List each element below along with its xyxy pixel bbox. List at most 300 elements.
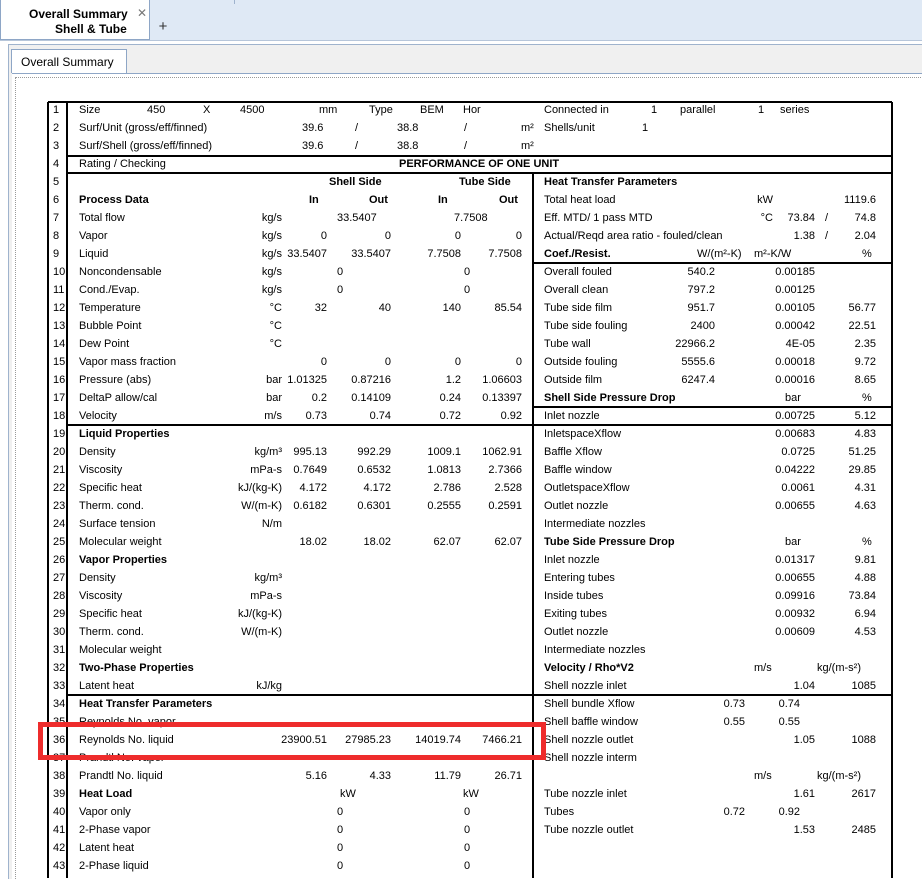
shell-value: 0 <box>337 860 344 872</box>
resist-value: 0.00655 <box>775 500 815 512</box>
left-row-label: Vapor Properties <box>79 554 168 566</box>
shells-unit-value: 1 <box>642 122 649 134</box>
header-unit-1: W/(m²-K) <box>697 248 742 260</box>
right-row-label: Outlet nozzle <box>544 500 609 512</box>
resist-value: 0.00042 <box>775 320 815 332</box>
series-label: series <box>780 104 810 116</box>
resist-value: 0.0725 <box>781 446 815 458</box>
right-row-label: Entering tubes <box>544 572 615 584</box>
shell-in-value: 32 <box>314 302 327 314</box>
shell-out-value: 27985.23 <box>345 734 391 746</box>
percent-value: 2.35 <box>854 338 876 350</box>
resist-value: 0.00655 <box>775 572 815 584</box>
tube-value: 7.7508 <box>454 212 488 224</box>
row-number: 19 <box>53 428 66 440</box>
shell-out-value: 33.5407 <box>351 248 391 260</box>
percent-value: 4.83 <box>854 428 876 440</box>
highlight-box <box>38 722 546 760</box>
shell-out-value: 0.14109 <box>351 392 391 404</box>
left-row-unit: kg/m³ <box>254 446 282 458</box>
right-unit: °C <box>760 212 773 224</box>
size-value-2: 4500 <box>240 104 265 116</box>
document-tab-strip <box>0 0 922 41</box>
right-row-label: Tube nozzle outlet <box>544 824 634 836</box>
resist-value: 1.04 <box>793 680 815 692</box>
percent-value: 9.72 <box>854 356 876 368</box>
row-number: 21 <box>53 464 66 476</box>
parallel-count: 1 <box>651 104 658 116</box>
row-number: 23 <box>53 500 66 512</box>
right-row-label: Tube Side Pressure Drop <box>544 536 675 548</box>
resist-value: 0.00125 <box>775 284 815 296</box>
shell-out-heading: Out <box>369 194 388 206</box>
row-number: 42 <box>53 842 66 854</box>
tab-title-line1: Overall Summary <box>29 7 128 21</box>
resist-value: 0.00725 <box>775 410 815 422</box>
tube-out-value: 0.2591 <box>488 500 522 512</box>
percent-value: 22.51 <box>848 320 876 332</box>
resist-value: 0.00609 <box>775 626 815 638</box>
right-row-label: Coef./Resist. <box>544 248 611 260</box>
row-number: 17 <box>53 392 66 404</box>
left-row-unit: mPa-s <box>250 590 282 602</box>
tube-in-value: 1.0813 <box>427 464 461 476</box>
shell-value: 0 <box>337 806 344 818</box>
shell-out-value: 0 <box>384 230 391 242</box>
right-row-label: Baffle window <box>544 464 612 476</box>
tube-in-value: 1.2 <box>445 374 461 386</box>
shell-out-value: 0.6532 <box>357 464 391 476</box>
row-number: 3 <box>53 140 60 152</box>
left-row-unit: °C <box>269 302 282 314</box>
row-number: 8 <box>53 230 60 242</box>
left-row-label: Two-Phase Properties <box>79 662 194 674</box>
left-row-unit: kg/s <box>261 212 282 224</box>
left-row-label: Temperature <box>79 302 141 314</box>
percent-value: 73.84 <box>848 590 876 602</box>
left-row-label: Total flow <box>79 212 125 224</box>
row-number: 35 <box>53 716 66 728</box>
header-unit-3: % <box>862 536 872 548</box>
row-number: 25 <box>53 536 66 548</box>
resist-value: 0.00932 <box>775 608 815 620</box>
left-row-unit: W/(m-K) <box>241 500 282 512</box>
percent-value: 74.8 <box>854 212 876 224</box>
left-row-unit: m/s <box>264 410 282 422</box>
left-row-unit: °C <box>269 320 282 332</box>
left-row-label: Vapor only <box>79 806 131 818</box>
shell-out-value: 40 <box>378 302 391 314</box>
surf-unit-label: Surf/Unit (gross/eff/finned) <box>79 122 208 134</box>
right-row-label: Shell nozzle inlet <box>544 680 627 692</box>
tube-in-value: 1009.1 <box>427 446 461 458</box>
tab-overall-summary-shell-tube[interactable] <box>0 0 150 40</box>
row-number: 38 <box>53 770 66 782</box>
left-row-unit: kJ/(kg-K) <box>238 608 282 620</box>
shell-out-value: 0 <box>384 356 391 368</box>
surf-unit-sep1: / <box>355 122 359 134</box>
surf-shell-unit: m² <box>521 140 534 152</box>
right-row-label: Tube nozzle inlet <box>544 788 627 800</box>
right-row-label: Shell nozzle outlet <box>544 734 634 746</box>
right-separator: / <box>825 230 829 242</box>
left-row-label: Pressure (abs) <box>79 374 152 386</box>
tube-value: kW <box>463 788 479 800</box>
tube-in-value: 62.07 <box>433 536 461 548</box>
percent-value: 8.65 <box>854 374 876 386</box>
velocity-value-1: 0.55 <box>723 716 745 728</box>
plus-icon[interactable]: + <box>158 18 168 35</box>
row-number: 1 <box>53 104 60 116</box>
close-icon[interactable]: ✕ <box>137 6 148 20</box>
right-row-label: Shell bundle Xflow <box>544 698 635 710</box>
percent-value: 1088 <box>851 734 876 746</box>
tube-value: 0 <box>464 860 471 872</box>
percent-value: 1119.6 <box>843 194 876 206</box>
rating-label: Rating / Checking <box>79 158 166 170</box>
row-number: 13 <box>53 320 66 332</box>
left-row-label: Vapor mass fraction <box>79 356 177 368</box>
header-unit-2: m/s <box>754 770 772 782</box>
tube-in-heading: In <box>438 194 448 206</box>
row-number: 32 <box>53 662 66 674</box>
resist-value: 0.00105 <box>775 302 815 314</box>
right-row-label: Tube side film <box>544 302 613 314</box>
percent-value: 29.85 <box>848 464 876 476</box>
shell-value: 0 <box>337 842 344 854</box>
velocity-value-2: 0.92 <box>778 806 800 818</box>
tab-overall-summary[interactable]: Overall Summary <box>11 49 127 73</box>
coef-value: 22966.2 <box>675 338 715 350</box>
tube-out-value: 26.71 <box>494 770 522 782</box>
right-row-label: Intermediate nozzles <box>544 644 646 656</box>
header-unit-3: % <box>862 392 872 404</box>
left-row-label: Prandtl No. vapor <box>79 752 165 764</box>
shell-in-value: 33.5407 <box>287 248 327 260</box>
row-number: 10 <box>53 266 66 278</box>
left-row-label: 2-Phase liquid <box>79 860 149 872</box>
right-row-label: Shell baffle window <box>544 716 638 728</box>
header-unit-2: m/s <box>754 662 772 674</box>
row-number: 22 <box>53 482 66 494</box>
row-number: 41 <box>53 824 66 836</box>
row-number: 27 <box>53 572 66 584</box>
left-row-label: Surface tension <box>79 518 156 530</box>
shells-unit-label: Shells/unit <box>544 122 595 134</box>
coef-value: 2400 <box>690 320 715 332</box>
tube-in-value: 0.2555 <box>427 500 461 512</box>
resist-value: 0.04222 <box>775 464 815 476</box>
shell-out-value: 4.172 <box>363 482 391 494</box>
shell-in-value: 0.7649 <box>293 464 327 476</box>
percent-value: 1085 <box>851 680 876 692</box>
shell-value: 33.5407 <box>337 212 377 224</box>
tube-value: 0 <box>464 284 471 296</box>
left-row-unit: mPa-s <box>250 464 282 476</box>
right-row-label: Actual/Reqd area ratio - fouled/clean <box>544 230 723 242</box>
velocity-value-1: 0.73 <box>723 698 745 710</box>
shell-value: kW <box>340 788 356 800</box>
velocity-value-2: 0.55 <box>778 716 800 728</box>
shell-value: 0 <box>337 824 344 836</box>
tube-out-value: 0 <box>515 356 522 368</box>
row-number: 31 <box>53 644 66 656</box>
surf-shell-eff: 38.8 <box>397 140 419 152</box>
percent-value: 6.94 <box>854 608 876 620</box>
size-value-1: 450 <box>147 104 166 116</box>
row-number: 18 <box>53 410 66 422</box>
shell-in-heading: In <box>309 194 319 206</box>
percent-value: 4.53 <box>854 626 876 638</box>
left-row-unit: kg/m³ <box>254 572 282 584</box>
left-row-unit: kg/s <box>261 230 282 242</box>
left-row-label: Therm. cond. <box>79 500 144 512</box>
row-number: 34 <box>53 698 66 710</box>
tube-out-value: 7.7508 <box>488 248 522 260</box>
shell-in-value: 0.6182 <box>293 500 327 512</box>
tube-in-value: 14019.74 <box>415 734 461 746</box>
right-row-label: Exiting tubes <box>544 608 607 620</box>
surf-shell-label: Surf/Shell (gross/eff/finned) <box>79 140 213 152</box>
resist-value: 0.01317 <box>775 554 815 566</box>
percent-value: 4.63 <box>854 500 876 512</box>
surf-unit-sep2: / <box>464 122 468 134</box>
left-row-label: Molecular weight <box>79 644 162 656</box>
row-number: 33 <box>53 680 66 692</box>
row-number: 39 <box>53 788 66 800</box>
row-number: 11 <box>53 284 65 296</box>
tube-in-value: 2.786 <box>433 482 461 494</box>
right-row-label: Baffle Xflow <box>544 446 602 458</box>
resist-value: 0.09916 <box>775 590 815 602</box>
left-row-label: Density <box>79 446 116 458</box>
tube-in-value: 0.24 <box>439 392 461 404</box>
left-row-label: 2-Phase vapor <box>79 824 151 836</box>
tube-out-value: 7466.21 <box>482 734 522 746</box>
right-row-label: Intermediate nozzles <box>544 518 646 530</box>
shell-out-value: 0.6301 <box>357 500 391 512</box>
percent-value: 2.04 <box>854 230 876 242</box>
right-row-label: Outside fouling <box>544 356 618 368</box>
tube-value: 0 <box>464 824 471 836</box>
size-label: Size <box>79 104 101 116</box>
resist-value: 1.53 <box>793 824 815 836</box>
row-number: 2 <box>53 122 60 134</box>
shell-in-value: 995.13 <box>293 446 327 458</box>
left-row-label: Reynolds No. liquid <box>79 734 174 746</box>
process-data-heading: Process Data <box>79 194 149 206</box>
surf-shell-sep2: / <box>464 140 468 152</box>
tube-in-value: 140 <box>442 302 461 314</box>
right-row-label: OutletspaceXflow <box>544 482 630 494</box>
header-unit-2: bar <box>785 536 801 548</box>
left-row-unit: kg/s <box>261 248 282 260</box>
header-unit-3: kg/(m-s²) <box>817 662 861 674</box>
shell-in-value: 0.2 <box>311 392 327 404</box>
tube-out-value: 0 <box>515 230 522 242</box>
resist-value: 0.00185 <box>775 266 815 278</box>
percent-value: 56.77 <box>848 302 876 314</box>
row-number: 40 <box>53 806 66 818</box>
shell-in-value: 23900.51 <box>281 734 327 746</box>
left-row-label: Latent heat <box>79 680 135 692</box>
tube-in-value: 0.72 <box>439 410 461 422</box>
right-row-label: Outlet nozzle <box>544 626 609 638</box>
shell-out-value: 0.87216 <box>351 374 391 386</box>
row-number: 15 <box>53 356 66 368</box>
percent-value: 4.88 <box>854 572 876 584</box>
surf-shell-sep1: / <box>355 140 359 152</box>
left-row-unit: kg/s <box>261 284 282 296</box>
percent-value: 9.81 <box>854 554 876 566</box>
row-number: 20 <box>53 446 66 458</box>
tube-out-value: 62.07 <box>494 536 522 548</box>
left-row-label: Noncondensable <box>79 266 162 278</box>
tube-value: 0 <box>464 806 471 818</box>
left-row-label: Liquid <box>79 248 109 260</box>
left-row-label: Reynolds No. vapor <box>79 716 176 728</box>
left-row-label: Prandtl No. liquid <box>79 770 163 782</box>
left-row-label: Vapor <box>79 230 108 242</box>
row-number: 7 <box>53 212 60 224</box>
right-row-label: Overall clean <box>544 284 609 296</box>
resist-value: 1.61 <box>793 788 815 800</box>
left-row-label: Heat Transfer Parameters <box>79 698 213 710</box>
tube-value: 0 <box>464 842 471 854</box>
size-unit: mm <box>319 104 338 116</box>
tube-out-value: 0.13397 <box>482 392 522 404</box>
row-number: 30 <box>53 626 66 638</box>
surf-unit-gross: 39.6 <box>302 122 324 134</box>
left-row-label: Cond./Evap. <box>79 284 140 296</box>
coef-value: 540.2 <box>687 266 715 278</box>
left-row-unit: kJ/kg <box>256 680 282 692</box>
left-row-label: Specific heat <box>79 482 142 494</box>
shell-in-value: 5.16 <box>305 770 327 782</box>
left-row-label: Liquid Properties <box>79 428 170 440</box>
shell-side-heading: Shell Side <box>329 176 382 188</box>
size-x: X <box>203 104 211 116</box>
percent-value: 51.25 <box>848 446 876 458</box>
left-row-label: Molecular weight <box>79 536 162 548</box>
right-row-label: Tube wall <box>544 338 591 350</box>
coef-value: 797.2 <box>687 284 715 296</box>
row-number: 26 <box>53 554 66 566</box>
tube-in-value: 0 <box>454 230 461 242</box>
resist-value: 4E-05 <box>785 338 815 350</box>
tube-out-value: 85.54 <box>494 302 522 314</box>
tube-out-value: 1.06603 <box>482 374 522 386</box>
percent-value: 5.12 <box>854 410 876 422</box>
row-number: 43 <box>53 860 66 872</box>
resist-value: 1.38 <box>793 230 815 242</box>
velocity-value-1: 0.72 <box>723 806 745 818</box>
row-number: 5 <box>53 176 60 188</box>
shell-in-value: 0 <box>320 356 327 368</box>
shell-out-value: 992.29 <box>357 446 391 458</box>
resist-value: 0.00018 <box>775 356 815 368</box>
shell-value: 0 <box>337 284 344 296</box>
left-row-label: Viscosity <box>79 590 123 602</box>
percent-value: 2617 <box>851 788 876 800</box>
percent-value: 4.31 <box>854 482 876 494</box>
row-number: 37 <box>53 752 66 764</box>
type-value: BEM <box>420 104 444 116</box>
coef-value: 6247.4 <box>681 374 715 386</box>
series-count: 1 <box>758 104 765 116</box>
right-row-label: Overall fouled <box>544 266 612 278</box>
header-unit-2: m²-K/W <box>754 248 792 260</box>
left-row-unit: bar <box>266 392 282 404</box>
parallel-label: parallel <box>680 104 716 116</box>
header-unit-3: kg/(m-s²) <box>817 770 861 782</box>
connected-label: Connected in <box>544 104 609 116</box>
row-number: 14 <box>53 338 66 350</box>
surf-shell-gross: 39.6 <box>302 140 324 152</box>
left-row-label: Latent heat <box>79 842 135 854</box>
right-row-label: Tubes <box>544 806 575 818</box>
left-row-unit: N/m <box>261 518 282 530</box>
right-separator: / <box>825 212 829 224</box>
resist-value: 0.00016 <box>775 374 815 386</box>
surf-unit-unit: m² <box>521 122 534 134</box>
tube-in-value: 7.7508 <box>427 248 461 260</box>
left-row-label: Viscosity <box>79 464 123 476</box>
right-row-label: Shell nozzle interm <box>544 752 637 764</box>
tube-out-value: 2.528 <box>494 482 522 494</box>
left-row-label: Heat Load <box>79 788 133 800</box>
row-number: 12 <box>53 302 66 314</box>
right-row-label: Shell Side Pressure Drop <box>544 392 676 404</box>
left-row-unit: kg/s <box>261 266 282 278</box>
header-unit-2: bar <box>785 392 801 404</box>
shell-out-value: 4.33 <box>369 770 391 782</box>
tab-title-line2: Shell & Tube <box>55 22 127 36</box>
shell-out-value: 0.74 <box>369 410 391 422</box>
tube-out-heading: Out <box>499 194 518 206</box>
shell-in-value: 4.172 <box>299 482 327 494</box>
left-row-label: Velocity <box>79 410 117 422</box>
type-label: Type <box>369 104 393 116</box>
right-row-label: Velocity / Rho*V2 <box>544 662 634 674</box>
row-number: 24 <box>53 518 66 530</box>
shell-in-value: 1.01325 <box>287 374 327 386</box>
left-row-label: Density <box>79 572 116 584</box>
resist-value: 1.05 <box>793 734 815 746</box>
tube-side-heading: Tube Side <box>459 176 511 188</box>
surf-unit-eff: 38.8 <box>397 122 419 134</box>
tab-divider <box>234 0 235 4</box>
shell-value: 0 <box>337 266 344 278</box>
tube-value: 0 <box>464 266 471 278</box>
right-unit: kW <box>757 194 773 206</box>
percent-value: 2485 <box>851 824 876 836</box>
row-number: 28 <box>53 590 66 602</box>
left-row-label: Therm. cond. <box>79 626 144 638</box>
row-number: 29 <box>53 608 66 620</box>
resist-value: 0.00683 <box>775 428 815 440</box>
row-number: 4 <box>53 158 60 170</box>
left-row-unit: bar <box>266 374 282 386</box>
row-number: 6 <box>53 194 60 206</box>
performance-title: PERFORMANCE OF ONE UNIT <box>399 158 560 170</box>
tube-in-value: 11.79 <box>434 770 461 782</box>
shell-in-value: 18.02 <box>299 536 327 548</box>
left-row-unit: kJ/(kg-K) <box>238 482 282 494</box>
left-row-unit: °C <box>269 338 282 350</box>
left-row-label: Bubble Point <box>79 320 142 332</box>
tube-in-value: 0 <box>454 356 461 368</box>
